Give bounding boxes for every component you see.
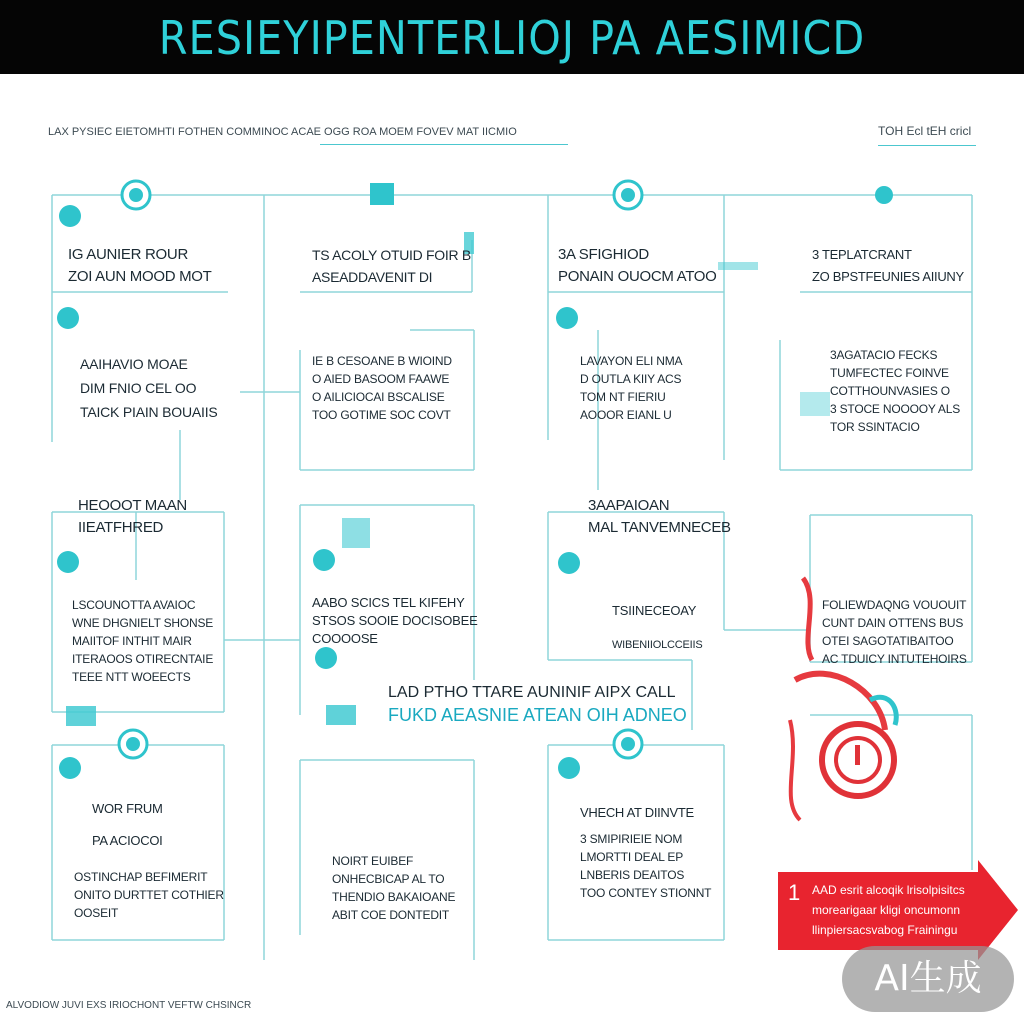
page-title: RESIEYIPENTERLIOJ PA AESIMICD <box>158 11 866 65</box>
callout-number: 1 <box>788 880 801 905</box>
node-4-body: 3AGATACIO FECKS TUMFECTEC FOINVE COTTHOUNVASIES O 3 STOCE NOOOOY ALS TOR SSINTACIO <box>830 348 961 434</box>
connector-lines <box>52 195 972 960</box>
node-8-body: FOLIEWDAQNG VOUOUIT CUNT DAIN OTTENS BUS OTEI SAGOTATIBAITOO AC TDUICY INTUTEHOIRS <box>822 598 967 666</box>
node-3-body: LAVAYON ELI NMA D OUTLA KIIY ACS TOM NT FIERIU AOOOR EIANL U <box>580 354 683 422</box>
node-10-body: NOIRT EUIBEF ONHECBICAP AL TO THENDIO BAKAIOANE ABIT COE DONTEDIT <box>332 854 456 922</box>
node-2-heading: TS ACOLY OTUID FOIR B ASEADDAVENIT DI <box>312 247 471 285</box>
node-11-body: 3 SMIPIRIEIE NOM LMORTTI DEAL EP LNBERIS DEAITOS TOO CONTEY STIONNT <box>580 832 712 900</box>
node-3-heading: 3A SFIGHIOD PONAIN OUOCM ATOO <box>558 246 717 285</box>
footer-note: ALVODIOW JUVI EXS IRIOCHONT VEFTW CHSINCR <box>6 1000 252 1011</box>
node-9-body: OSTINCHAP BEFIMERIT ONITO DURTTET COTHIER OOSEIT <box>74 870 224 920</box>
node-4-heading: 3 TEPLATCRANT ZO BPSTFEUNIES AIIUNY <box>812 247 964 284</box>
center-caption: LAD PTHO TTARE AUNINIF AIPX CALL FUKD AEASNIE ATEAN OIH ADNEO <box>388 684 687 725</box>
mid-node-markers <box>119 730 642 758</box>
node-7-body: TSIINECEOAY WIBENIIOLCCEIIS <box>612 603 703 651</box>
node-11-heading: VHECH AT DIINVTE <box>580 805 694 820</box>
node-1-body: AAIHAVIO MOAE DIM FNIO CEL OO TAICK PIAIN BOUAIIS <box>80 356 218 420</box>
ai-generated-badge: AI生成 <box>842 946 1014 1012</box>
node-5-heading: HEOOOT MAAN IIEATFHRED <box>78 497 187 536</box>
subtitle: LAX PYSIEC EIETOMHTI FOTHEN COMMINOC ACAE OGG ROA MOEM FOVEV MAT IICMIO <box>48 126 517 138</box>
node-9-heading: WOR FRUM PA ACIOCOI <box>92 801 163 848</box>
node-2-body: IE B CESOANE B WIOIND O AIED BASOOM FAAWE O AILICIOCAI BSCALISE TOO GOTIME SOC COVT <box>312 354 452 422</box>
callout-text: AAD esrit alcoqik lrisolpisitcs morearigaar kligi oncumonn llinpiersacsvabog Frainingu <box>812 883 965 937</box>
node-5-body: LSCOUNOTTA AVAIOC WNE DHGNIELT SHONSE MAIITOF INTHIT MAIR ITERAOOS OTIRECNTAIE TEEE NTT WOEECTS <box>72 598 214 684</box>
node-6-body: AABO SCICS TEL KIFEHY STSOS SOOIE DOCISOBEE COOOOSE <box>312 595 478 646</box>
node-7-heading: 3AAPAIOAN MAL TANVEMNECEB <box>588 497 731 536</box>
top-link[interactable]: TOH Ecl tEH cricl <box>878 124 972 138</box>
callout-arrow <box>978 860 1018 960</box>
node-1-heading: IG AUNIER ROUR ZOI AUN MOOD MOT <box>68 246 212 285</box>
